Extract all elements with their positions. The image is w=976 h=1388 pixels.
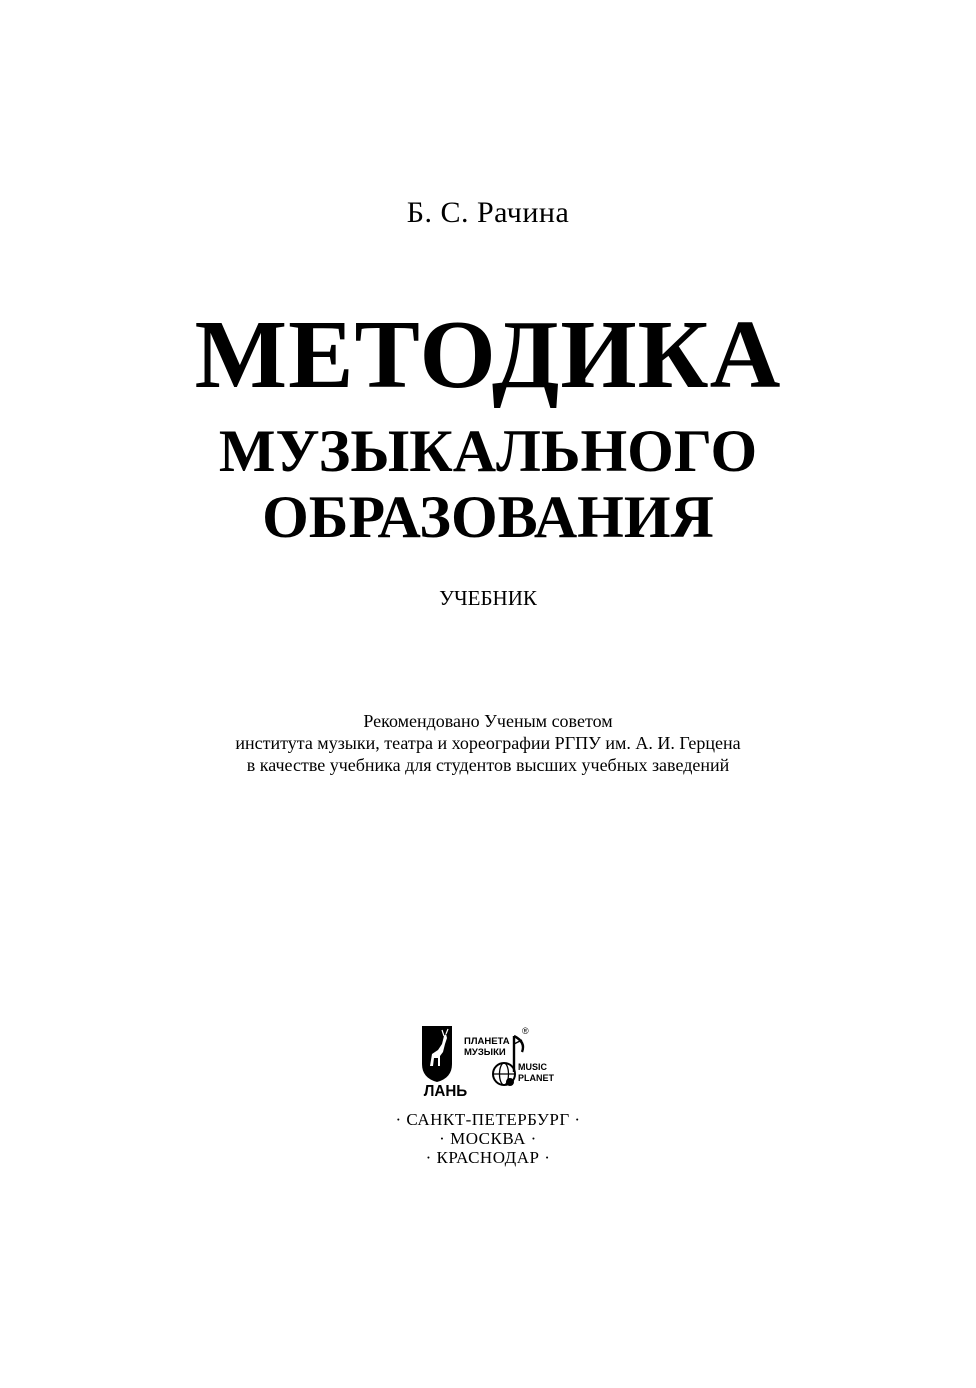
- recommendation-line: института музыки, театра и хореографии РГПУ им. А. И. Герцена: [235, 733, 741, 753]
- city-line: · МОСКВА ·: [439, 1129, 537, 1148]
- lan-logo-text: ЛАНЬ: [423, 1082, 468, 1100]
- music-text: MUSIC: [518, 1062, 547, 1072]
- globe-icon: [493, 1063, 515, 1086]
- recommendation-line: в качестве учебника для студентов высших учебных заведений: [246, 755, 730, 775]
- author-name: Б. С. Рачина: [406, 196, 570, 229]
- planeta-text: ПЛАНЕТА: [464, 1036, 510, 1047]
- city-line: · КРАСНОДАР ·: [425, 1148, 551, 1167]
- registered-mark: ®: [522, 1026, 529, 1036]
- publisher-cities: [0, 1110, 976, 1167]
- document-type: УЧЕБНИК: [439, 586, 537, 610]
- publisher-logo-svg: [418, 1022, 560, 1100]
- recommendation-text: [0, 710, 976, 776]
- book-title-main: МЕТОДИКА: [194, 301, 782, 409]
- book-title-line-2: МУЗЫКАЛЬНОГО: [218, 418, 758, 484]
- muzyki-text: МУЗЫКИ: [464, 1047, 506, 1058]
- city-line: · САНКТ-ПЕТЕРБУРГ ·: [395, 1110, 581, 1129]
- recommendation-line: Рекомендовано Ученым советом: [363, 711, 613, 731]
- publisher-logo: [418, 1022, 560, 1100]
- planet-text: PLANET: [518, 1073, 554, 1083]
- book-title-line-3: ОБРАЗОВАНИЯ: [262, 484, 714, 550]
- lan-doe-icon: [422, 1026, 452, 1082]
